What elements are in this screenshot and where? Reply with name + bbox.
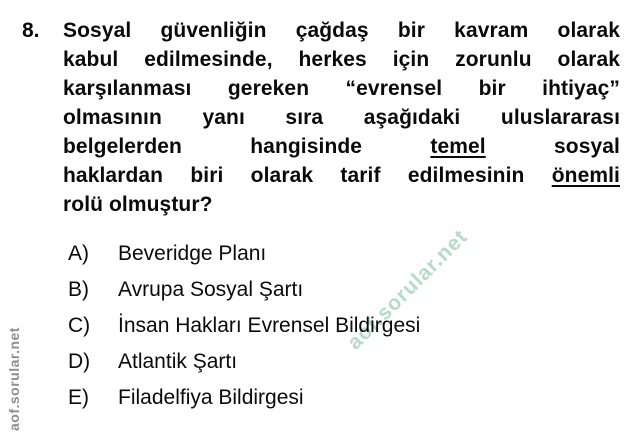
option-text: Beveridge Planı — [118, 242, 267, 265]
option-row-e[interactable] — [68, 386, 608, 410]
question-segment: karşılanması gereken “evrensel bir ihtiyaç” — [63, 77, 620, 100]
question-segment-underlined: önemli — [551, 164, 620, 187]
question-block — [22, 16, 620, 219]
option-text: Avrupa Sosyal Şartı — [118, 278, 304, 301]
question-number: 8. — [22, 19, 40, 42]
option-letter: C) — [68, 314, 91, 337]
option-letter: E) — [68, 386, 89, 409]
question-segment: kabul edilmesinde, herkes için zorunlu olarak — [63, 48, 620, 71]
side-watermark: aof.sorular.net — [6, 327, 22, 431]
option-text: Atlantik Şartı — [118, 350, 238, 373]
question-line — [63, 161, 620, 190]
option-row-a[interactable] — [68, 242, 608, 266]
options-list — [68, 242, 608, 422]
question-segment-underlined: temel — [430, 135, 486, 158]
question-segment: haklardan biri olarak tarif edilmesinin — [63, 164, 552, 187]
option-row-d[interactable] — [68, 350, 608, 374]
question-segment: olmasının yanı sıra aşağıdaki uluslararası — [63, 106, 620, 129]
question-line — [63, 74, 620, 103]
option-text: Filadelfiya Bildirgesi — [118, 386, 304, 409]
diagonal-watermark: aof.sorular.net — [343, 225, 473, 355]
option-letter: D) — [68, 350, 91, 373]
question-line — [63, 45, 620, 74]
question-line — [63, 103, 620, 132]
option-letter: B) — [68, 278, 89, 301]
option-row-c[interactable] — [68, 314, 608, 338]
question-line — [63, 190, 620, 219]
question-line — [63, 132, 620, 161]
question-segment: sosyal — [485, 135, 620, 158]
question-segment: belgelerden hangisinde — [63, 135, 431, 158]
question-text — [63, 16, 620, 219]
question-line — [63, 16, 620, 45]
question-segment: rolü olmuştur? — [63, 193, 213, 216]
option-row-b[interactable] — [68, 278, 608, 302]
question-segment: Sosyal güvenliğin çağdaş bir kavram olarak — [63, 19, 620, 42]
option-text: İnsan Hakları Evrensel Bildirgesi — [118, 314, 421, 337]
option-letter: A) — [68, 242, 89, 265]
